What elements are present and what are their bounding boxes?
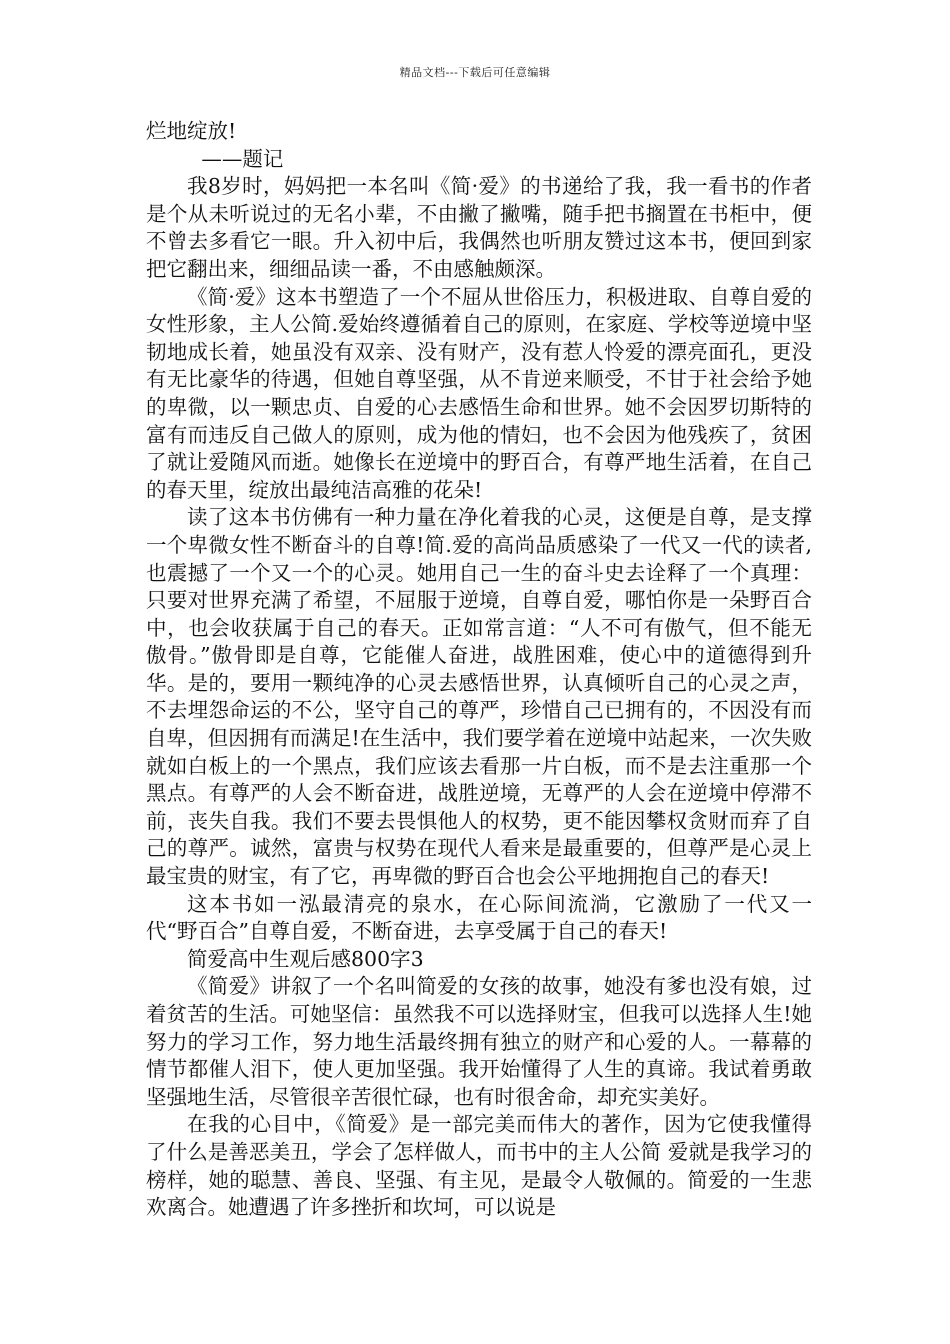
page-header: 精品文档---下载后可任意编辑 bbox=[399, 66, 551, 79]
paragraph: 在我的心目中，《简爱》是一部完美而伟大的著作，因为它使我懂得了什么是善恶美丑，学会了怎样做人，而书中的主人公简 爱就是我学习的榜样，她的聪慧、善良、坚强、有主见，是最令人敬佩的。简爱的一生悲欢离合。她遭遇了许多挫折和坎坷，可以说是 bbox=[146, 1112, 812, 1220]
paragraph: 《简·爱》这本书塑造了一个不屈从世俗压力，积极进取、自尊自爱的女性形象，主人公简.爱始终遵循着自己的原则，在家庭、学校等逆境中坚韧地成长着，她虽没有双亲、没有财产，没有惹人怜爱的漂亮面孔，更没有无比豪华的待遇，但她自尊坚强，从不肯逆来顺受，不甘于社会给予她的卑微，以一颗忠贞、自爱的心去感悟生命和世界。她不会因罗切斯特的富有而违反自己做人的原则，成为他的情妇，也不会因为他残疾了，贫困了就让爱随风而逝。她像长在逆境中的野百合，有尊严地生活着，在自己的春天里，绽放出最纯洁高雅的花朵! bbox=[146, 284, 812, 502]
document-body bbox=[146, 118, 812, 1222]
paragraph: 《简爱》讲叙了一个名叫简爱的女孩的故事，她没有爹也没有娘，过着贫苦的生活。可她坚信：虽然我不可以选择财宝，但我可以选择人生!她努力的学习工作，努力地生活最终拥有独立的财产和心爱的人。一幕幕的情节都催人泪下，使人更加坚强。我开始懂得了人生的真谛。我试着勇敢坚强地生活，尽管很辛苦很忙碌，也有时很舍命，却充实美好。 bbox=[146, 974, 812, 1109]
paragraph: 读了这本书仿佛有一种力量在净化着我的心灵，这便是自尊，是支撑一个卑微女性不断奋斗的自尊!简.爱的高尚品质感染了一代又一代的读者,也震撼了一个又一个的心灵。她用自己一生的奋斗史去诠释了一个真理：只要对世界充满了希望，不屈服于逆境，自尊自爱，哪怕你是一朵野百合中，也会收获属于自己的春天。正如常言道：“人不可有傲气，但不能无傲骨。”傲骨即是自尊，它能催人奋进，战胜困难，使心中的道德得到升华。是的，要用一颗纯净的心灵去感悟世界，认真倾听自己的心灵之声，不去埋怨命运的不公，坚守自己的尊严，珍惜自己已拥有的，不因没有而自卑，但因拥有而满足!在生活中，我们要学着在逆境中站起来，一次失败就如白板上的一个黑点，我们应该去看那一片白板，而不是去注重那一个黑点。有尊严的人会不断奋进，战胜逆境，无尊严的人会在逆境中停滞不前，丧失自我。我们不要去畏惧他人的权势，更不能因攀权贪财而弃了自己的尊严。诚然，富贵与权势在现代人看来是最重要的，但尊严是心灵上最宝贵的财宝，有了它，再卑微的野百合也会公平地拥抱自己的春天! bbox=[146, 505, 812, 889]
paragraph-continuation: 烂地绽放! bbox=[146, 119, 237, 143]
paragraph: 我8岁时，妈妈把一本名叫《简·爱》的书递给了我，我一看书的作者是个从未听说过的无名小辈，不由撇了撇嘴，随手把书搁置在书柜中，便不曾去多看它一眼。升入初中后，我偶然也听朋友赞过这本书，便回到家把它翻出来，细细品读一番，不由感触颇深。 bbox=[146, 174, 812, 281]
section-title: 简爱高中生观后感800字3 bbox=[187, 946, 424, 971]
epigraph-attribution: ——题记 bbox=[201, 146, 284, 171]
paragraph: 这本书如一泓最清亮的泉水，在心际间流淌，它激励了一代又一代“野百合”自尊自爱，不断奋进，去享受属于自己的春天! bbox=[146, 891, 812, 944]
